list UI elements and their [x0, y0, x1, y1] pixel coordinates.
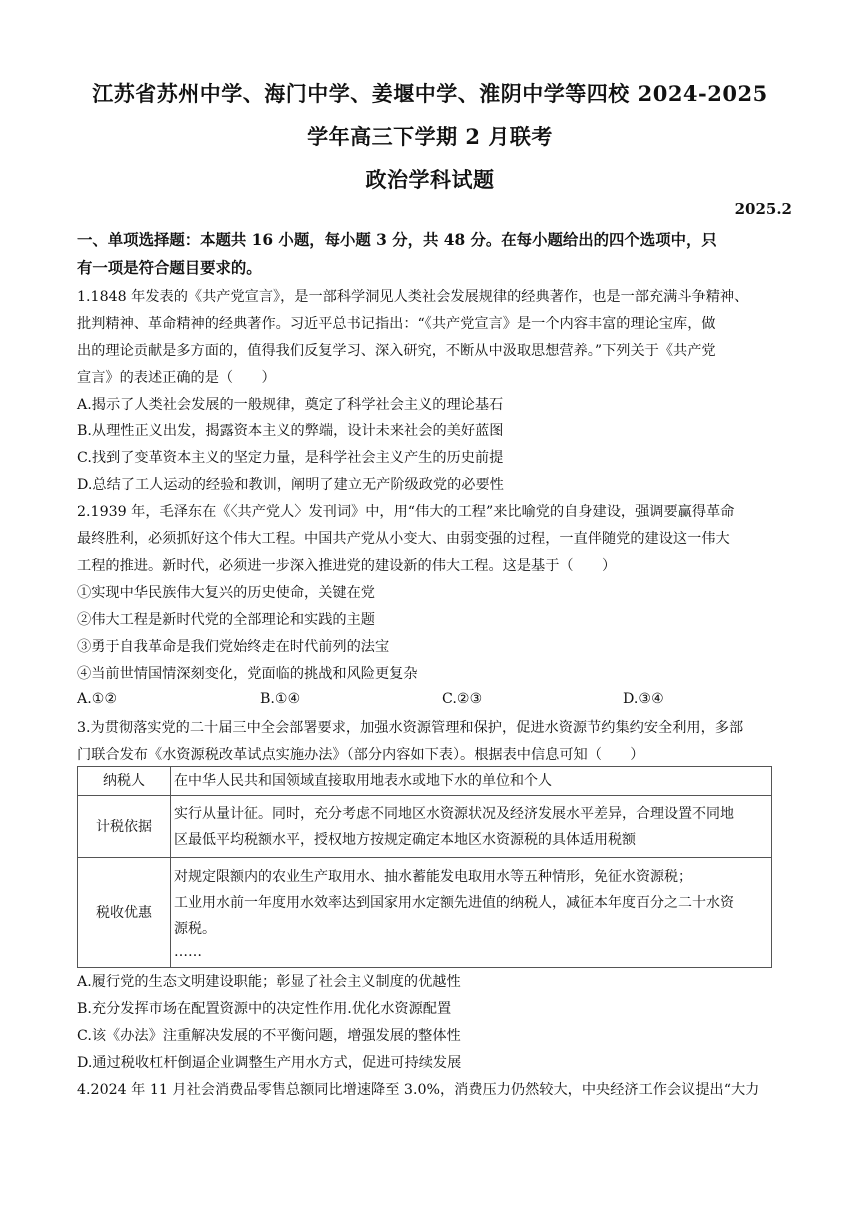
q3-option-c: C.该《办法》注重解决发展的不平衡问题，增强发展的整体性 [77, 1028, 461, 1044]
q2-stem-line: 2.1939 年，毛泽东在《〈共产党人〉发刊词》中，用“伟大的工程”来比喻党的自身建设，强调要赢得革命 [77, 504, 735, 520]
q1-stem-line: 1.1848 年发表的《共产党宣言》，是一部科学洞见人类社会发展规律的经典著作，也是一部充满斗争精神、 [77, 289, 749, 305]
table-cell-line: 源税。 [174, 920, 216, 937]
q2-statement-1: ①实现中华民族伟大复兴的历史使命，关键在党 [77, 585, 375, 601]
q3-option-d: D.通过税收杠杆倒逼企业调整生产用水方式，促进可持续发展 [77, 1055, 462, 1071]
table-cell [171, 796, 772, 858]
q1-option-b: B.从理性正义出发，揭露资本主义的弊端，设计未来社会的美好蓝图 [77, 423, 504, 439]
q2-option-a: A.①② [77, 691, 118, 707]
table-row [78, 796, 772, 858]
table-row-head: 计税依据 [78, 796, 171, 858]
exam-subject-title: 政治学科试题 [365, 167, 495, 192]
q2-statement-2: ②伟大工程是新时代党的全部理论和实践的主题 [77, 612, 375, 628]
q1-option-a: A.揭示了人类社会发展的一般规律，奠定了科学社会主义的理论基石 [77, 397, 504, 413]
q2-option-b: B.①④ [260, 691, 301, 707]
q2-statement-3: ③勇于自我革命是我们党始终走在时代前列的法宝 [77, 639, 390, 655]
q2-stem-line: 最终胜利，必须抓好这个伟大工程。中国共产党从小变大、由弱变强的过程，一直伴随党的建设这一伟大 [77, 531, 730, 547]
exam-title-line1: 江苏省苏州中学、海门中学、姜堰中学、淮阴中学等四校 2024-2025 [92, 81, 768, 106]
table-cell-line: 对规定限额内的农业生产取用水、抽水蓄能发电取用水等五种情形，免征水资源税； [174, 868, 692, 885]
section-heading: 一、单项选择题：本题共 16 小题，每小题 3 分，共 48 分。在每小题给出的四个选项中，只 [77, 231, 717, 249]
q1-stem-line: 批判精神、革命精神的经典著作。习近平总书记指出：“《共产党宣言》是一个内容丰富的理论宝库，做 [77, 316, 716, 332]
q1-stem-line: 出的理论贡献是多方面的，值得我们反复学习、深入研究，不断从中汲取思想营养。”下列关于《共产党 [77, 343, 716, 359]
table-cell-line: …… [174, 943, 202, 960]
q1-stem-line: 宣言》的表述正确的是（ ） [77, 370, 276, 386]
table-cell-line: 实行从量计征。同时，充分考虑不同地区水资源状况及经济发展水平差异，合理设置不同地 [174, 805, 734, 822]
q4-stem-line: 4.2024 年 11 月社会消费品零售总额同比增速降至 3.0%，消费压力仍然较大，中央经济工作会议提出“大力 [77, 1082, 760, 1098]
q3-option-a: A.履行党的生态文明建设职能；彰显了社会主义制度的优越性 [77, 974, 461, 990]
table-row [78, 858, 772, 968]
section-heading-cont: 有一项是符合题目要求的。 [77, 259, 262, 277]
water-tax-table [77, 766, 772, 968]
table-row-head: 税收优惠 [78, 858, 171, 968]
q3-option-b: B.充分发挥市场在配置资源中的决定性作用.优化水资源配置 [77, 1001, 452, 1017]
q2-option-d: D.③④ [623, 691, 664, 707]
q3-stem-line: 3.为贯彻落实党的二十届三中全会部署要求，加强水资源管理和保护，促进水资源节约集约安全利用，多部 [77, 720, 744, 736]
q2-option-c: C.②③ [442, 691, 483, 707]
exam-date: 2025.2 [734, 200, 792, 218]
exam-title-line2: 学年高三下学期 2 月联考 [307, 124, 553, 149]
q3-stem-line: 门联合发布《水资源税改革试点实施办法》（部分内容如下表）。根据表中信息可知（ ） [77, 747, 645, 763]
table-cell-line: 工业用水前一年度用水效率达到国家用水定额先进值的纳税人，减征本年度百分之二十水资 [174, 894, 734, 911]
q1-option-d: D.总结了工人运动的经验和教训，阐明了建立无产阶级政党的必要性 [77, 477, 504, 493]
table-cell-line: 在中华人民共和国领域直接取用地表水或地下水的单位和个人 [174, 773, 552, 789]
q1-option-c: C.找到了变革资本主义的坚定力量，是科学社会主义产生的历史前提 [77, 450, 504, 466]
table-cell [171, 767, 772, 796]
table-cell [171, 858, 772, 968]
table-row-head: 纳税人 [78, 767, 171, 796]
q2-statement-4: ④当前世情国情深刻变化，党面临的挑战和风险更复杂 [77, 666, 418, 682]
q2-stem-line: 工程的推进。新时代，必须进一步深入推进党的建设新的伟大工程。这是基于（ ） [77, 558, 617, 574]
table-row [78, 767, 772, 796]
table-cell-line: 区最低平均税额水平，授权地方按规定确定本地区水资源税的具体适用税额 [174, 831, 636, 848]
